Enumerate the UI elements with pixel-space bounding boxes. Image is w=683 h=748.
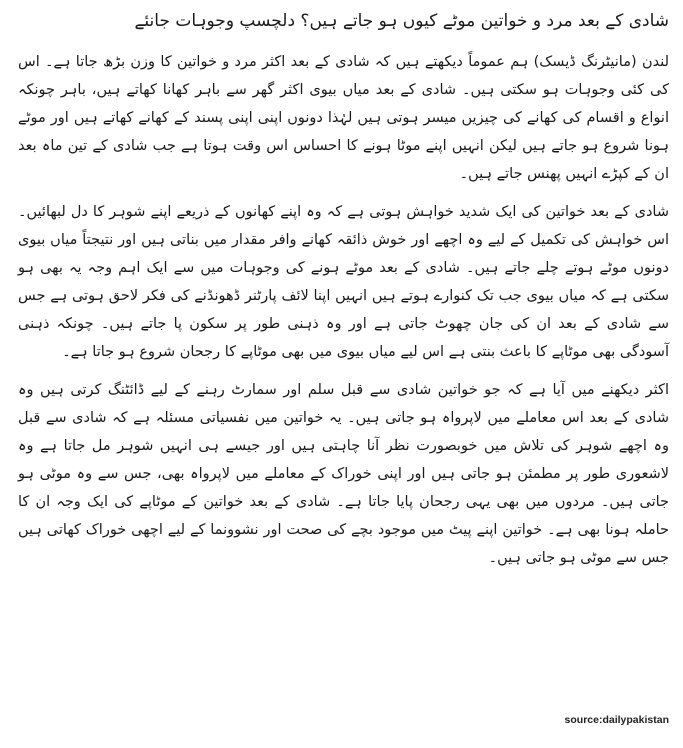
article-headline: شادی کے بعد مرد و خواتین موٹے کیوں ہو جاتے ہیں؟ دلچسپ وجوہات جانئے	[134, 11, 669, 31]
article	[18, 4, 669, 582]
article-paragraph-3: اکثر دیکھنے میں آیا ہے کہ جو خواتین شادی سے قبل سلم اور سمارٹ رہنے کے لیے ڈائٹنگ کرتی ہیں وہ شادی کے بعد اس معاملے میں لاپرواہ ہو جاتی ہیں۔ یہ خواتین میں نفسیاتی مسئلہ ہے کہ شادی سے قبل وہ اچھے شوہر کی تلاش میں خوبصورت نظر آنا چاہتی ہیں اور جیسے ہی انہیں شوہر مل جاتا ہے وہ لاشعوری طور پر مطمئن ہو جاتی ہیں اور اپنی خوراک کے معاملے میں لاپرواہ بھی، جس سے وہ موٹی ہو جاتی ہیں۔ مردوں میں بھی یہی رجحان پایا جاتا ہے۔ شادی کے بعد خواتین کے موٹاپے کی ایک وجہ ان کا حاملہ ہونا بھی ہے۔ خواتین اپنے پیٹ میں موجود بچے کی صحت اور نشوونما کے لیے اچھی خوراک کھاتی ہیں جس سے موٹی ہو جاتی ہیں۔	[18, 382, 669, 566]
article-paragraph-1: لندن (مانیٹرنگ ڈیسک) ہم عموماً دیکھتے ہیں کہ شادی کے بعد اکثر مرد و خواتین کا وزن بڑھ جاتا ہے۔ اس کی کئی وجوہات ہو سکتی ہیں۔ شادی کے بعد میاں بیوی اکثر گھر سے باہر کھانا کھاتے ہیں، باہر چونکہ انواع و اقسام کی کھانے کی چیزیں میسر ہوتی ہیں لہٰذا دونوں اپنی اپنی پسند کے کھانے کھاتے ہیں اور موٹے ہونا شروع ہو جاتے ہیں لیکن انہیں اپنے موٹا ہونے کا احساس اس وقت ہوتا ہے جب شادی کے تین ماہ بعد ان کے کپڑے انہیں پھنس جاتے ہیں۔	[18, 54, 669, 182]
article-paragraph-2: شادی کے بعد خواتین کی ایک شدید خواہش ہوتی ہے کہ وہ اپنے کھانوں کے ذریعے اپنے شوہر کا دل لبھائیں۔ اس خواہش کی تکمیل کے لیے وہ اچھے اور خوش ذائقہ کھانے وافر مقدار میں بناتی ہیں اور نتیجتاً میاں بیوی دونوں موٹے ہوتے چلے جاتے ہیں۔ شادی کے بعد موٹے ہونے کی وجوہات میں سے ایک اہم وجہ یہ بھی ہو سکتی ہے کہ میاں بیوی جب تک کنوارے ہوتے ہیں انہیں اپنا لائف پارٹنر ڈھونڈنے کی فکر لاحق ہوتی ہے جس سے شادی کے بعد ان کی جان چھوٹ جاتی ہے اور وہ ذہنی طور پر سکون پا جاتے ہیں۔ چونکہ ذہنی آسودگی بھی موٹاپے کا باعث بنتی ہے اس لیے میاں بیوی میں بھی موٹاپے کا رجحان شروع ہو جاتا ہے۔	[18, 204, 669, 360]
source-credit: source:dailypakistan	[564, 714, 669, 726]
